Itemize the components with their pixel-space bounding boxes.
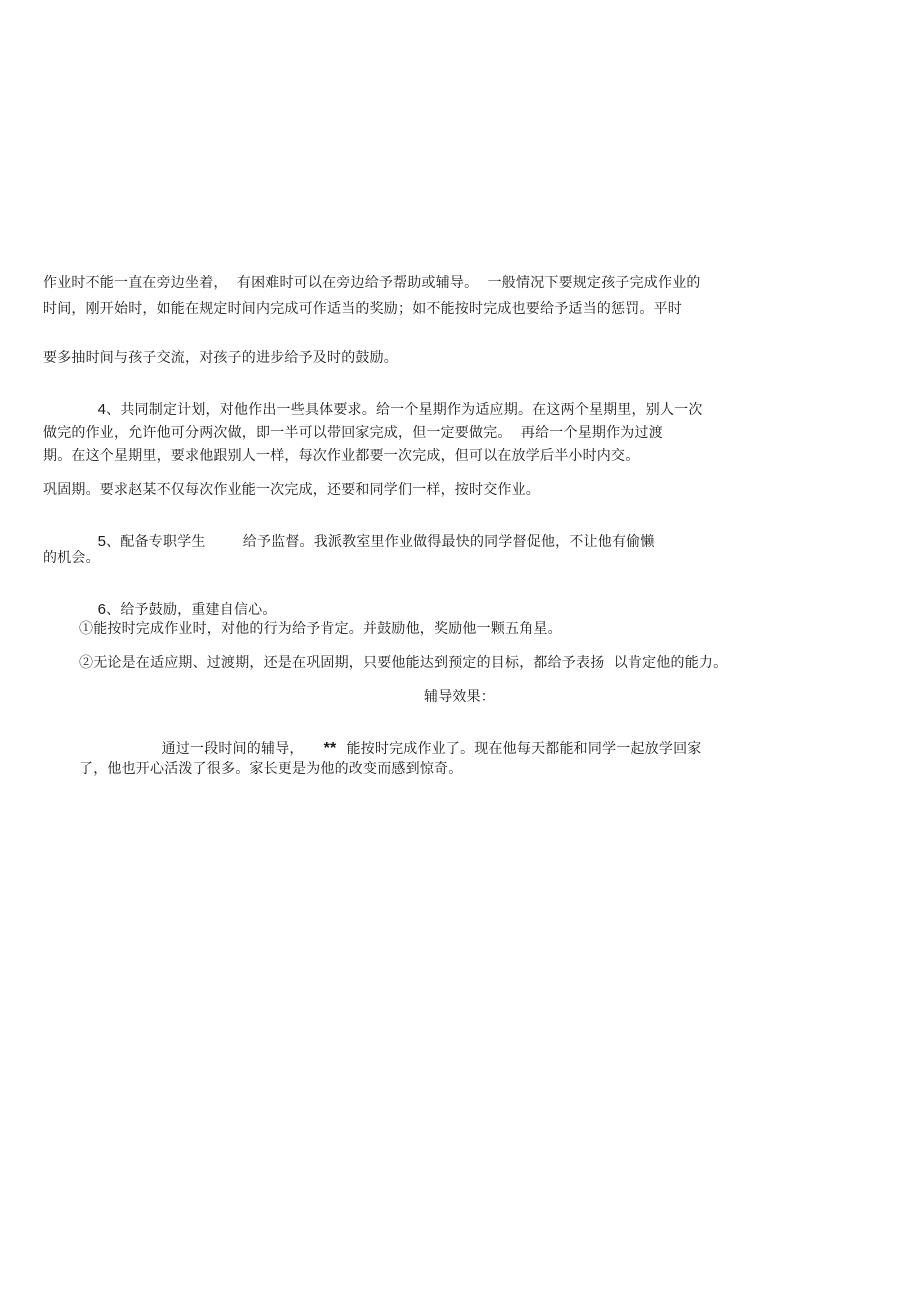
item-4-line-3: 期。在这个星期里，要求他跟别人一样，每次作业都要一次完成，但可以在放学后半小时内交。 (43, 448, 640, 464)
section-heading-effect: 辅导效果： (424, 689, 495, 705)
redacted-name-stars: ** (323, 740, 337, 757)
effect-text-start: 通过一段时间的辅导， (161, 741, 304, 757)
effect-line-2: 了，他也开心活泼了很多。家长更是为他的改变而感到惊奇。 (79, 761, 463, 777)
item-4-line-4: 巩固期。要求赵某不仅每次作业能一次完成，还要和同学们一样，按时交作业。 (43, 482, 540, 498)
item-text: 、给予鼓励，重建自信心。 (106, 602, 277, 618)
item-number: 4 (97, 401, 107, 418)
effect-text-end: 能按时完成作业了。现在他每天都能和同学一起放学回家 (346, 741, 702, 757)
paragraph-line-1: 作业时不能一直在旁边坐着， 有困难时可以在旁边给予帮助或辅导。 一般情况下要规定孩子完成作业的 (43, 275, 701, 291)
item-number: 5 (97, 533, 107, 550)
paragraph-line-3: 要多抽时间与孩子交流，对孩子的进步给予及时的鼓励。 (43, 350, 398, 366)
item-4-line-2: 做完的作业，允许他可分两次做，即一半可以带回家完成，但一定要做完。 再给一个星期作为过渡 (43, 425, 663, 441)
sub-item-1: ①能按时完成作业时，对他的行为给予肯定。并鼓励他，奖励他一颗五角星。 (79, 621, 562, 637)
paragraph-line-2: 时间，刚开始时，如能在规定时间内完成可作适当的奖励；如不能按时完成也要给予适当的惩罚。平时 (43, 301, 682, 317)
item-5-line-2: 的机会。 (43, 550, 100, 566)
sub-item-2: ②无论是在适应期、过渡期，还是在巩固期，只要他能达到预定的目标，都给予表扬 以肯定他的能力。 (79, 655, 728, 671)
item-number: 6 (97, 601, 107, 618)
item-text: 、共同制定计划，对他作出一些具体要求。给一个星期作为适应期。在这两个星期里，别人一次 (106, 402, 703, 418)
item-5-line-1 (79, 515, 655, 569)
item-text: 、配备专职学生 给予监督。我派教室里作业做得最快的同学督促他，不让他有偷懒 (106, 534, 655, 550)
